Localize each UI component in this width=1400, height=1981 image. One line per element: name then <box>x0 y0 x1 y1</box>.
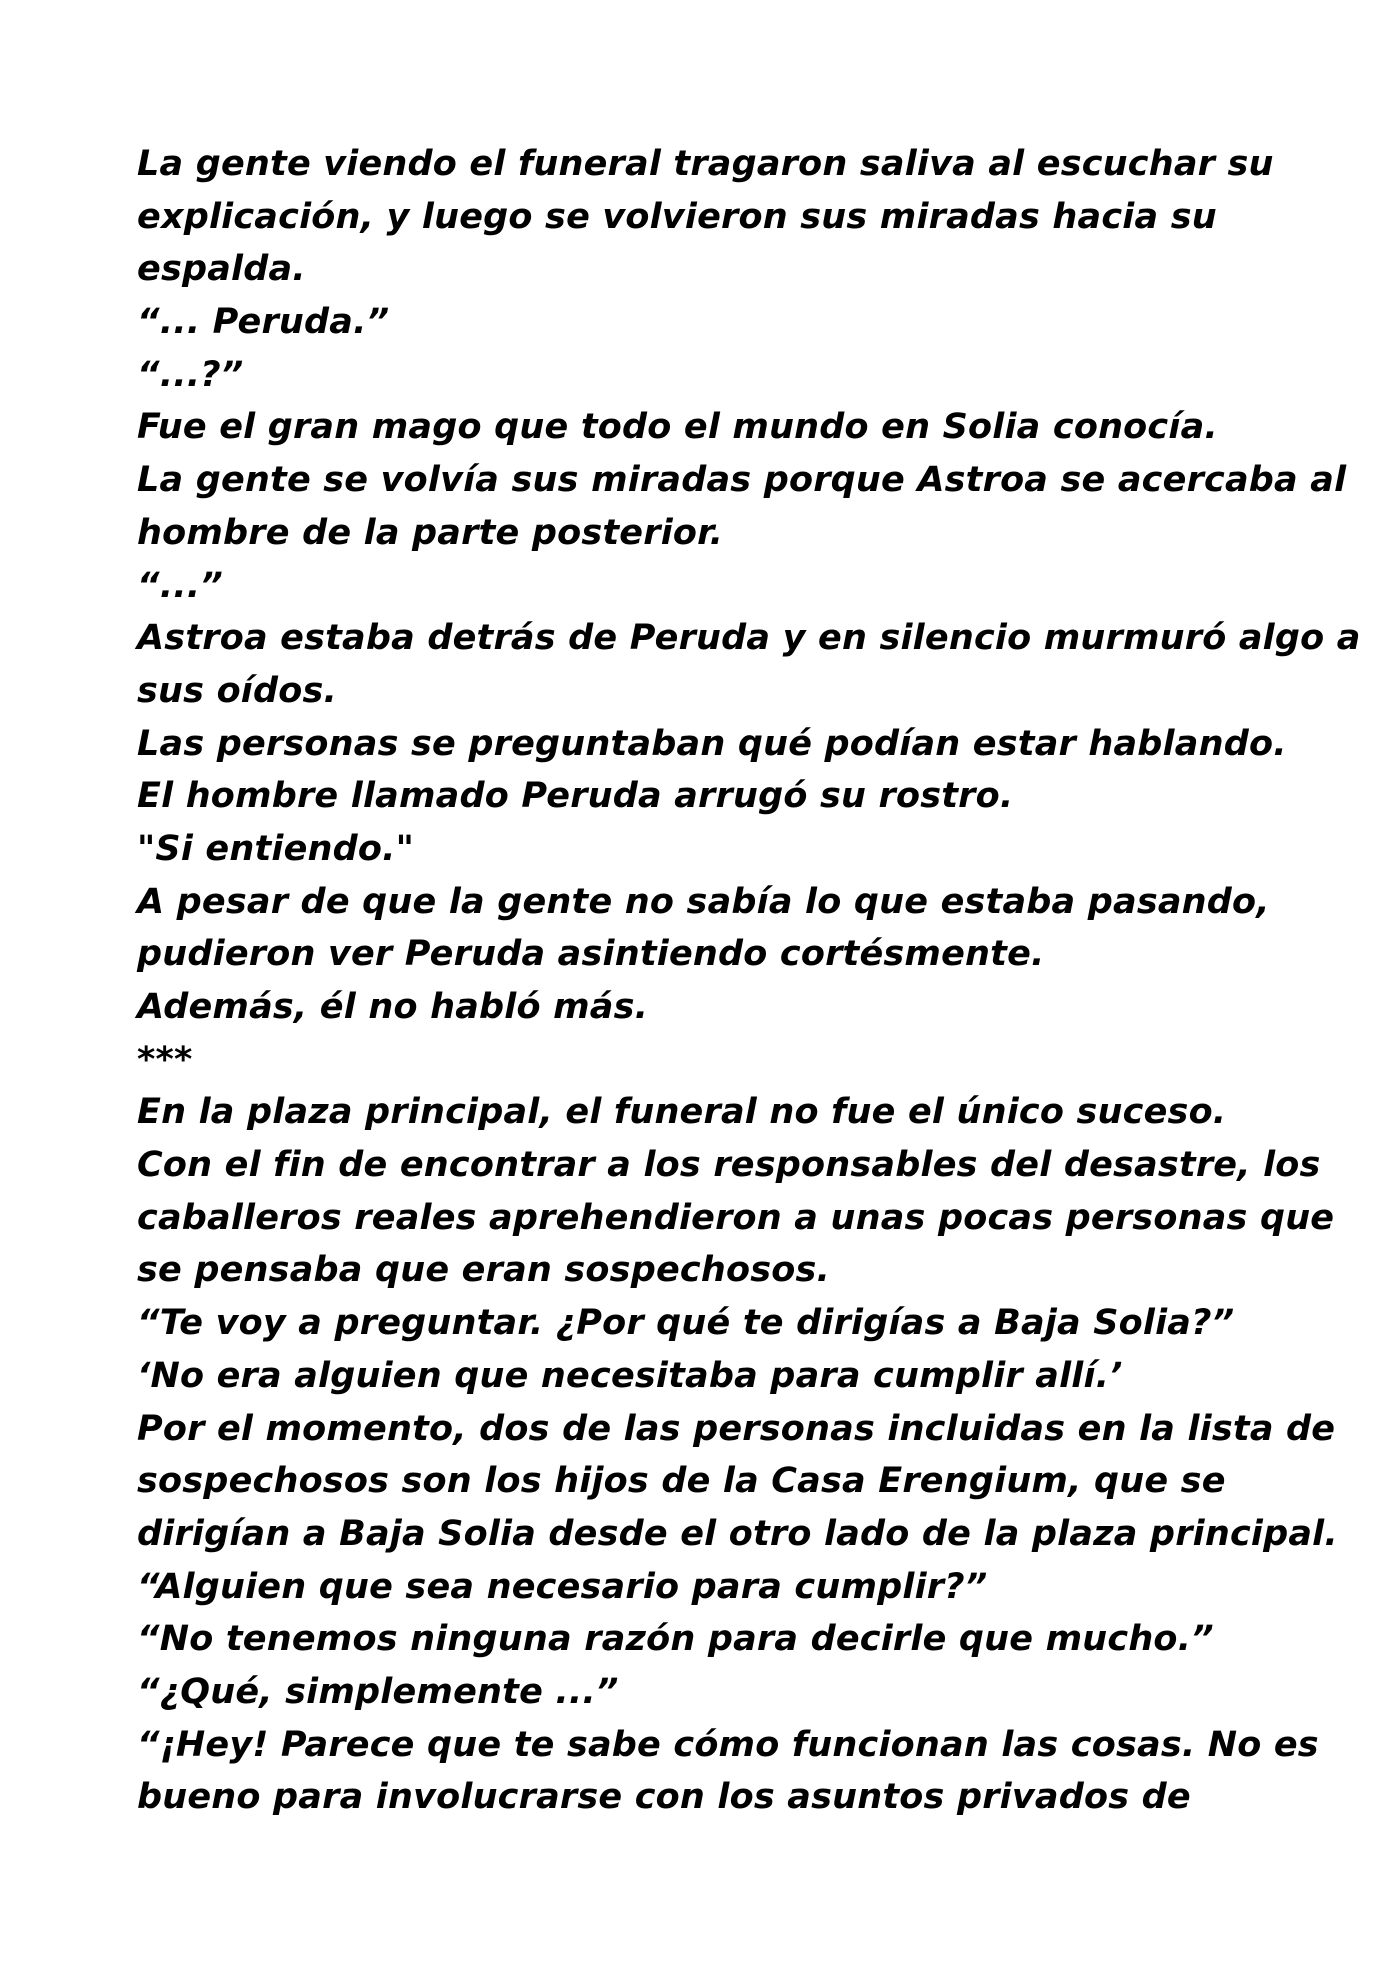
text-line: El hombre llamado Peruda arrugó su rostro. <box>137 776 1014 817</box>
text-line: “... Peruda.” <box>137 302 390 343</box>
text-line: Con el fin de encontrar a los responsables del desastre, los <box>137 1145 1321 1186</box>
text-line: A pesar de que la gente no sabía lo que estaba pasando, <box>137 881 1270 922</box>
text-line: “¿Qué, simplemente ...” <box>137 1671 619 1712</box>
body-text <box>137 138 1361 1824</box>
text-line: “Te voy a preguntar. ¿Por qué te dirigías a Baja Solia?” <box>137 1303 1235 1344</box>
text-line: hombre de la parte posterior. <box>137 512 724 553</box>
text-line: explicación, y luego se volvieron sus miradas hacia su <box>137 196 1217 237</box>
text-line: Las personas se preguntaban qué podían estar hablando. <box>137 723 1287 764</box>
text-line: Fue el gran mago que todo el mundo en Solia conocía. <box>137 407 1218 448</box>
text-line: se pensaba que eran sospechosos. <box>137 1250 831 1291</box>
text-line: “...?” <box>137 354 244 395</box>
text-line: Por el momento, dos de las personas incluidas en la lista de <box>137 1408 1336 1449</box>
text-line: dirigían a Baja Solia desde el otro lado de la plaza principal. <box>137 1513 1338 1554</box>
text-line: Astroa estaba detrás de Peruda y en silencio murmuró algo a <box>137 618 1361 659</box>
text-line: sospechosos son los hijos de la Casa Erengium, que se <box>137 1461 1226 1502</box>
text-line: caballeros reales aprehendieron a unas pocas personas que <box>137 1197 1335 1238</box>
text-line: La gente se volvía sus miradas porque Astroa se acercaba al <box>137 460 1347 501</box>
text-line: pudieron ver Peruda asintiendo cortésmente. <box>137 934 1045 975</box>
text-line: Además, él no habló más. <box>137 987 649 1027</box>
text-line: La gente viendo el funeral tragaron saliva al escuchar su <box>137 144 1274 184</box>
text-line: “Alguien que sea necesario para cumplir?” <box>137 1566 988 1607</box>
scene-break: *** <box>137 1039 193 1080</box>
text-line: “...” <box>137 565 223 606</box>
text-line: sus oídos. <box>137 670 338 711</box>
text-line: “No tenemos ninguna razón para decirle que mucho.” <box>137 1619 1214 1660</box>
text-line: "Si entiendo." <box>137 828 415 869</box>
text-line: bueno para involucrarse con los asuntos privados de <box>137 1777 1191 1818</box>
text-line: ‘No era alguien que necesitaba para cumplir allí.’ <box>137 1355 1123 1396</box>
text-line: En la plaza principal, el funeral no fue el único suceso. <box>137 1092 1227 1133</box>
text-line: “¡Hey! Parece que te sabe cómo funcionan las cosas. No es <box>137 1724 1319 1765</box>
text-line: espalda. <box>137 249 306 290</box>
